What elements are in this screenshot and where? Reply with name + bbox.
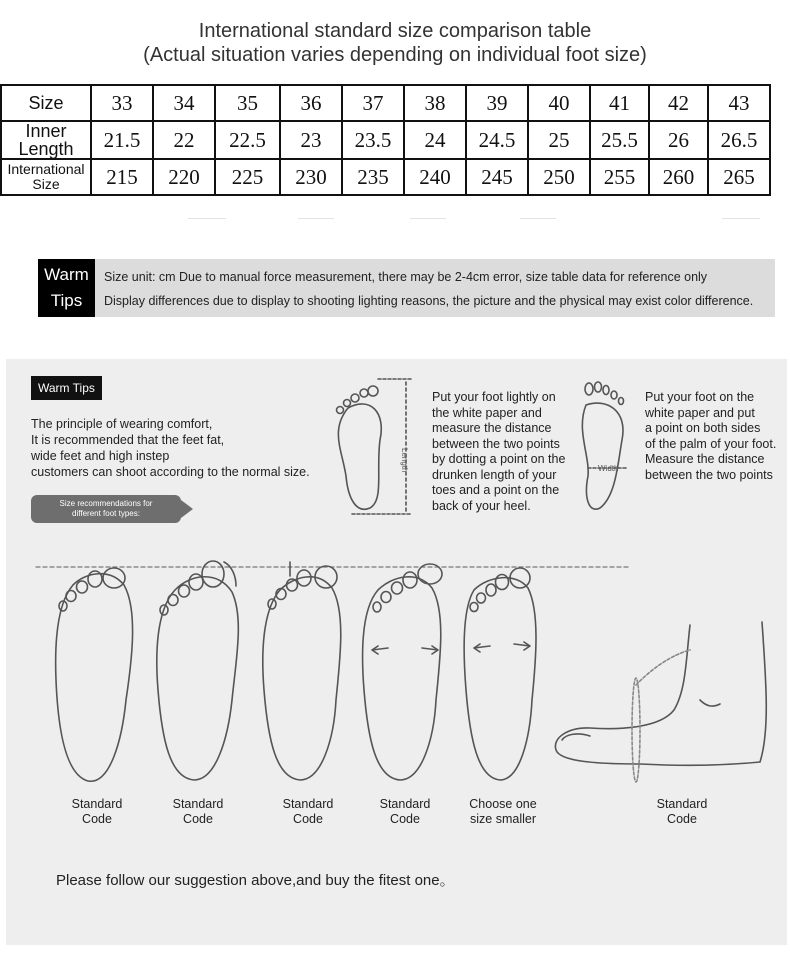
international-size-cell: 215	[91, 159, 153, 195]
width-label: Width	[598, 464, 619, 473]
inner-length-cell: 23	[280, 121, 342, 159]
pill-line-2: different foot types:	[72, 509, 140, 518]
warm-tips-line-2: Display differences due to display to shooting lighting reasons, the picture and the physical may exist color difference.	[104, 294, 754, 308]
instruction-line: toes and a point on the	[432, 483, 560, 497]
international-size-cell: 260	[649, 159, 708, 195]
international-size-cell: 225	[215, 159, 280, 195]
inner-length-cell: 26	[649, 121, 708, 159]
instruction-line: drunken length of your	[432, 467, 557, 482]
length-label: Length	[400, 448, 409, 473]
caption-foot-2	[148, 797, 248, 827]
pill-line-1: Size recommendations for	[59, 499, 153, 508]
international-size-cell: 230	[280, 159, 342, 195]
size-cell: 43	[708, 85, 770, 121]
principle-line: customers can shoot according to the normal size.	[31, 465, 310, 479]
instruction-line: a point on both sides	[645, 421, 761, 435]
caption-foot-4	[355, 797, 455, 827]
warm-tips-line-1: Size unit: cm Due to manual force measurement, there may be 2-4cm error, size table data for reference only	[104, 270, 708, 284]
size-cell: 41	[590, 85, 649, 121]
instruction-line: between the two points	[432, 436, 560, 451]
inner-length-cell: 25	[528, 121, 590, 159]
table-title: International standard size comparison table	[198, 20, 592, 42]
foot-outline-5-icon	[464, 568, 536, 780]
footer-suggestion: Please follow our suggestion above,and buy the fitest one。	[56, 872, 455, 889]
size-cell: 37	[342, 85, 404, 121]
international-size-cell: 240	[404, 159, 466, 195]
principle-line: wide feet and high instep	[31, 449, 170, 463]
instruction-line: back of your heel.	[432, 498, 531, 513]
warm-tips-label-line2: Tips	[50, 291, 83, 310]
caption-line: size smaller	[470, 812, 536, 826]
foot-outline-1-icon	[56, 568, 133, 781]
instruction-line: by dotting a point on the	[432, 452, 566, 466]
inner-length-cell: 21.5	[91, 121, 153, 159]
size-cell: 40	[528, 85, 590, 121]
caption-line: Standard	[656, 797, 708, 811]
inner-length-cell: 22.5	[215, 121, 280, 159]
caption-foot-5	[453, 797, 553, 827]
table-subtitle: (Actual situation varies depending on individual foot size)	[143, 44, 647, 66]
instruction-line: measure the distance	[432, 421, 552, 435]
width-measure-foot-icon	[582, 382, 628, 509]
caption-line: Choose one	[469, 797, 537, 811]
international-size-cell: 250	[528, 159, 590, 195]
foot-outline-4-icon	[363, 564, 442, 780]
international-size-cell: 220	[153, 159, 215, 195]
caption-line: Code	[82, 812, 112, 826]
size-cell: 38	[404, 85, 466, 121]
caption-line: Standard	[71, 797, 123, 811]
international-size-cell: 255	[590, 159, 649, 195]
principle-line: The principle of wearing comfort,	[31, 417, 213, 431]
caption-line: Standard	[172, 797, 224, 811]
size-cell: 36	[280, 85, 342, 121]
row-label-inner-length: Inner Length	[1, 121, 91, 159]
instruction-line: Measure the distance	[645, 452, 765, 466]
caption-line: Standard	[282, 797, 334, 811]
international-size-cell: 235	[342, 159, 404, 195]
instruction-line: of the palm of your foot.	[645, 436, 777, 451]
size-cell: 39	[466, 85, 528, 121]
principle-line: It is recommended that the feet fat,	[31, 433, 225, 447]
size-cell: 33	[91, 85, 153, 121]
caption-line: Code	[183, 812, 213, 826]
inner-length-cell: 25.5	[590, 121, 649, 159]
inner-length-cell: 22	[153, 121, 215, 159]
instruction-line: between the two points	[645, 467, 773, 482]
caption-line: Code	[667, 812, 697, 826]
row-label-size: Size	[1, 85, 91, 121]
warm-tips-badge: Warm Tips	[31, 376, 102, 400]
warm-tips-label-line1: Warm	[44, 265, 89, 284]
caption-foot-side	[632, 797, 732, 827]
instruction-line: white paper and put	[645, 405, 755, 420]
size-cell: 42	[649, 85, 708, 121]
foot-side-view-icon	[555, 622, 766, 782]
size-cell: 35	[215, 85, 280, 121]
caption-line: Code	[293, 812, 323, 826]
caption-line: Standard	[379, 797, 431, 811]
caption-foot-3	[258, 797, 358, 827]
length-measure-foot-icon	[337, 379, 413, 514]
instruction-line: the white paper and	[432, 405, 542, 420]
international-size-cell: 265	[708, 159, 770, 195]
inner-length-cell: 24	[404, 121, 466, 159]
foot-outline-2-icon	[157, 561, 239, 780]
caption-line: Code	[390, 812, 420, 826]
inner-length-cell: 24.5	[466, 121, 528, 159]
international-size-cell: 245	[466, 159, 528, 195]
caption-foot-1	[47, 797, 147, 827]
instruction-line: Put your foot lightly on	[432, 390, 556, 404]
instruction-line: Put your foot on the	[645, 390, 755, 404]
size-cell: 34	[153, 85, 215, 121]
inner-length-cell: 26.5	[708, 121, 770, 159]
foot-outline-3-icon	[263, 562, 341, 780]
inner-length-cell: 23.5	[342, 121, 404, 159]
row-label-international-size: International Size	[1, 159, 91, 195]
